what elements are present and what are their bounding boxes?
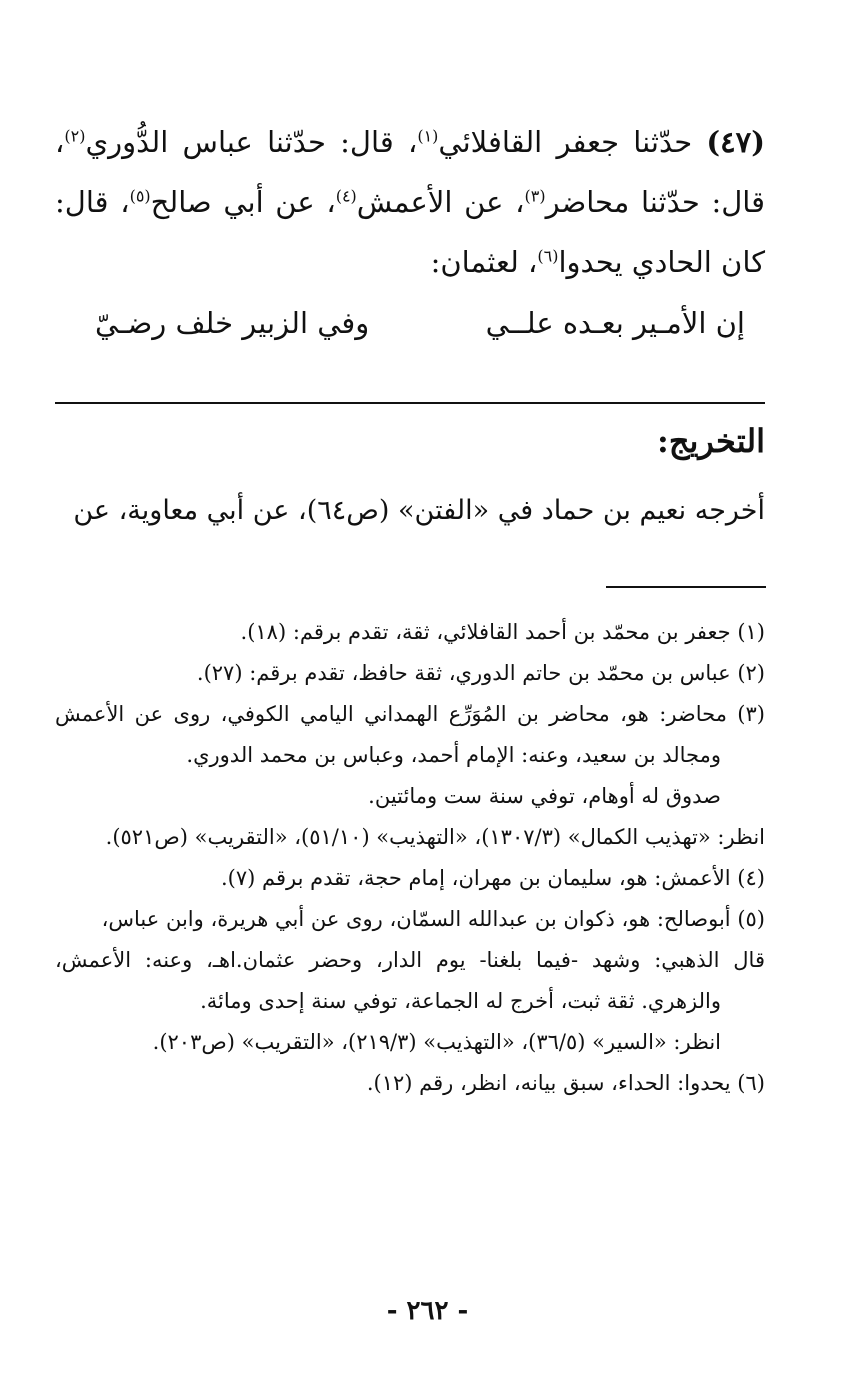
footnote-5-quote: قال الذهبي: وشهد -فيما بلغنا- يوم الدار، وحضر عثمان.اهـ، وعنه: الأعمش، والزهري. ثقة ثبت، أخرج له الجماعة، توفي سنة إحدى ومائة.	[55, 948, 765, 1013]
footnote-5-refs: انظر: «السير» (٣٦/٥)، «التهذيب» (٢١٩/٣)، «التقريب» (ص٢٠٣).	[152, 1030, 721, 1054]
footnote-3-refs: انظر: «تهذيب الكمال» (١٣٠٧/٣)، «التهذيب» (٥١/١٠)، «التقريب» (ص٥٢١).	[105, 825, 765, 849]
hadith-text-5: ، عن أبي صالح	[150, 185, 336, 219]
hadith-text-4: ، عن الأعمش	[356, 185, 525, 219]
footnote-6: (٦) يحدوا: الحداء، سبق بيانه، انظر، رقم (١٢).	[366, 1071, 765, 1095]
footnote-3: (٣) محاضر: هو، محاضر بن المُوَرِّع الهمداني اليامي الكوفي، روى عن الأعمش ومجالد بن سعيد، وعنه: الإمام أحمد، وعباس بن محمد الدوري.	[55, 702, 765, 767]
poem-hemistich-1: إن الأمـير بعـده علــي	[485, 306, 745, 340]
footnote-3-note: صدوق له أوهام، توفي سنة ست ومائتين.	[368, 784, 721, 808]
hadith-text-6: ، قال: كان الحادي يحدوا	[55, 185, 765, 279]
footnote-ref-5: (٥)	[129, 186, 151, 206]
footnote-1: (١) جعفر بن محمّد بن أحمد القافلائي، ثقة، تقدم برقم: (١٨).	[240, 620, 765, 644]
takhrij-text: أخرجه نعيم بن حماد في «الفتن» (ص٦٤)، عن أبي معاوية، عن	[73, 495, 765, 526]
hadith-text-2: ، قال: حدّثنا عباس الدُّوري	[85, 125, 418, 159]
hadith-text-1: حدّثنا جعفر القافلائي	[438, 125, 707, 159]
footnote-ref-1: (١)	[417, 126, 439, 146]
footnote-ref-3: (٣)	[524, 186, 546, 206]
footnote-4: (٤) الأعمش: هو، سليمان بن مهران، إمام حجة، تقدم برقم (٧).	[220, 866, 765, 890]
footnotes	[55, 612, 765, 1104]
poem-hemistich-2: وفي الزبير خلف رضـيّ	[95, 306, 370, 340]
footnote-ref-4: (٤)	[335, 186, 357, 206]
footnote-2: (٢) عباس بن محمّد بن حاتم الدوري، ثقة حافظ، تقدم برقم: (٢٧).	[196, 661, 765, 685]
hadith-text-3: ، قال: حدّثنا محاضر	[55, 125, 765, 219]
footnote-5: (٥) أبوصالح: هو، ذكوان بن عبدالله السمّان، روى عن أبي هريرة، وابن عباس،	[101, 907, 765, 931]
hadith-text-7: ، لعثمان:	[430, 245, 538, 279]
takhrij-heading: التخريج:	[657, 422, 765, 460]
footnote-ref-2: (٢)	[64, 126, 86, 146]
hadith-text	[55, 112, 765, 292]
footnote-ref-6: (٦)	[537, 246, 559, 266]
section-divider	[55, 402, 765, 404]
hadith-number: (٤٧)	[706, 125, 765, 159]
page-number: - ٢٦٢ -	[386, 1296, 469, 1326]
footnote-divider	[606, 586, 766, 588]
